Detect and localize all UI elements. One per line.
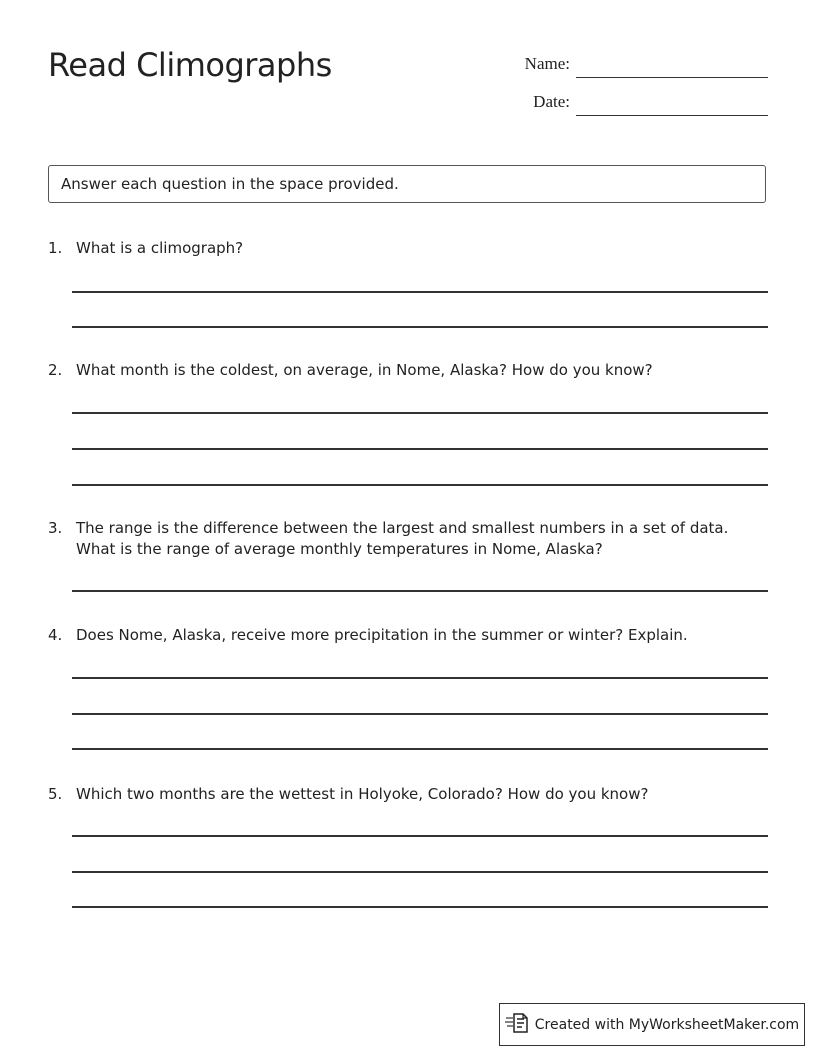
answer-line	[72, 326, 768, 328]
question-number: 4.	[48, 626, 63, 644]
worksheet-maker-logo-icon	[505, 1012, 529, 1038]
answer-line	[72, 412, 768, 414]
question-text: What is a climograph?	[76, 239, 244, 257]
page-title: Read Climographs	[48, 46, 332, 84]
answer-line	[72, 590, 768, 592]
date-label: Date:	[533, 92, 570, 111]
name-field	[500, 48, 768, 78]
question-text: Which two months are the wettest in Holyoke, Colorado? How do you know?	[76, 785, 649, 803]
answer-line	[72, 871, 768, 873]
footer-credit[interactable]	[499, 1003, 805, 1046]
footer-text: Created with MyWorksheetMaker.com	[534, 1016, 800, 1033]
answer-line	[72, 906, 768, 908]
question-text: Does Nome, Alaska, receive more precipitation in the summer or winter? Explain.	[76, 626, 688, 644]
answer-line	[72, 748, 768, 750]
date-line	[576, 115, 768, 116]
answer-line	[72, 713, 768, 715]
answer-line	[72, 835, 768, 837]
question-number: 2.	[48, 361, 63, 379]
name-line	[576, 77, 768, 78]
date-field	[500, 86, 768, 116]
question-number: 5.	[48, 785, 63, 803]
name-label: Name:	[524, 54, 570, 73]
question-text: The range is the difference between the largest and smallest numbers in a set of data. What is the range of average monthly temperatures in Nome, Alaska?	[76, 519, 729, 558]
question-number: 3.	[48, 519, 63, 537]
answer-line	[72, 677, 768, 679]
instructions-box: Answer each question in the space provided.	[48, 165, 766, 203]
question-text: What month is the coldest, on average, in Nome, Alaska? How do you know?	[76, 361, 653, 379]
answer-line	[72, 448, 768, 450]
question-number: 1.	[48, 239, 63, 257]
answer-line	[72, 484, 768, 486]
answer-line	[72, 291, 768, 293]
